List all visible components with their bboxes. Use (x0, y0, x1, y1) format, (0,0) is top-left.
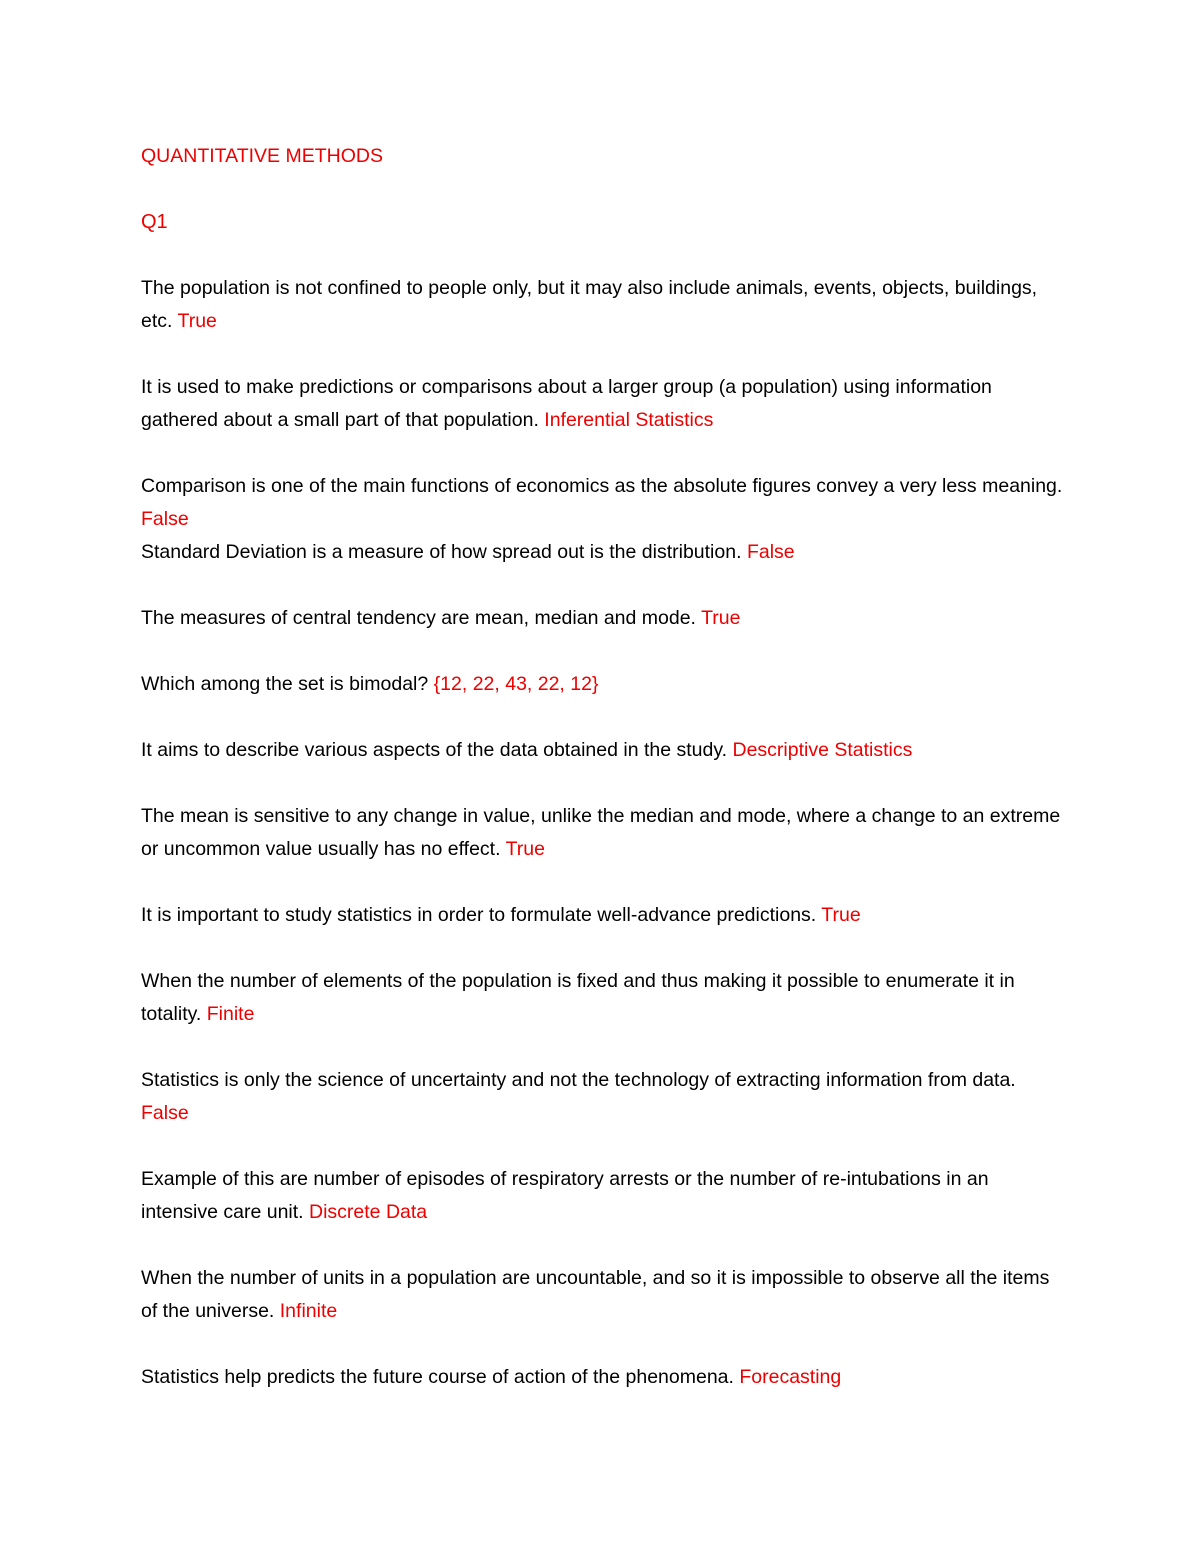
question-item (141, 272, 1066, 338)
question-item (141, 602, 1066, 635)
question-text: The mean is sensitive to any change in value, unlike the median and mode, where a change to an extreme or uncommon value usually has no effect. (141, 805, 1061, 860)
question-text: It aims to describe various aspects of the data obtained in the study. (141, 739, 728, 761)
answer-text: Finite (206, 1003, 255, 1025)
document-page (141, 140, 1066, 1427)
answer-text: False (746, 541, 795, 563)
answer-text: Infinite (279, 1300, 338, 1322)
question-item (141, 668, 1066, 701)
document-title: QUANTITATIVE METHODS (141, 145, 383, 167)
answer-text: Inferential Statistics (544, 409, 714, 431)
answer-text: False (141, 1102, 189, 1124)
answer-text: True (505, 838, 545, 860)
question-item (141, 536, 1066, 569)
question-item (141, 470, 1066, 536)
answer-text: True (821, 904, 861, 926)
question-item (141, 1361, 1066, 1394)
answer-text: True (701, 607, 741, 629)
question-text: Standard Deviation is a measure of how spread out is the distribution. (141, 541, 742, 563)
answer-text: False (141, 508, 189, 530)
answer-text: Discrete Data (309, 1201, 428, 1223)
question-text: Which among the set is bimodal? (141, 673, 429, 695)
question-text: When the number of units in a population are uncountable, and so it is impossible to observe all the items of the universe. (141, 1267, 1050, 1322)
question-item (141, 965, 1066, 1031)
question-item (141, 1064, 1066, 1130)
answer-text: {12, 22, 43, 22, 12} (433, 673, 599, 695)
answer-text: Forecasting (739, 1366, 842, 1388)
question-text: The population is not confined to people only, but it may also include animals, events, objects, buildings, etc. (141, 277, 1038, 332)
question-text: It is important to study statistics in order to formulate well-advance predictions. (141, 904, 817, 926)
question-item (141, 899, 1066, 932)
question-text: When the number of elements of the population is fixed and thus making it possible to enumerate it in totality. (141, 970, 1015, 1025)
question-text: It is used to make predictions or comparisons about a larger group (a population) using information gathered about a small part of that population. (141, 376, 992, 431)
question-item (141, 371, 1066, 437)
question-text: Statistics help predicts the future course of action of the phenomena. (141, 1366, 734, 1388)
question-item (141, 800, 1066, 866)
question-text: The measures of central tendency are mean, median and mode. (141, 607, 696, 629)
question-item (141, 734, 1066, 767)
question-item (141, 1163, 1066, 1229)
question-text: Statistics is only the science of uncertainty and not the technology of extracting information from data. (141, 1069, 1016, 1091)
answer-text: True (177, 310, 217, 332)
question-item (141, 1262, 1066, 1328)
answer-text: Descriptive Statistics (732, 739, 913, 761)
section-heading: Q1 (141, 211, 168, 233)
question-text: Example of this are number of episodes of respiratory arrests or the number of re-intubations in an intensive care unit. (141, 1168, 989, 1223)
question-text: Comparison is one of the main functions of economics as the absolute figures convey a very less meaning. (141, 475, 1063, 497)
